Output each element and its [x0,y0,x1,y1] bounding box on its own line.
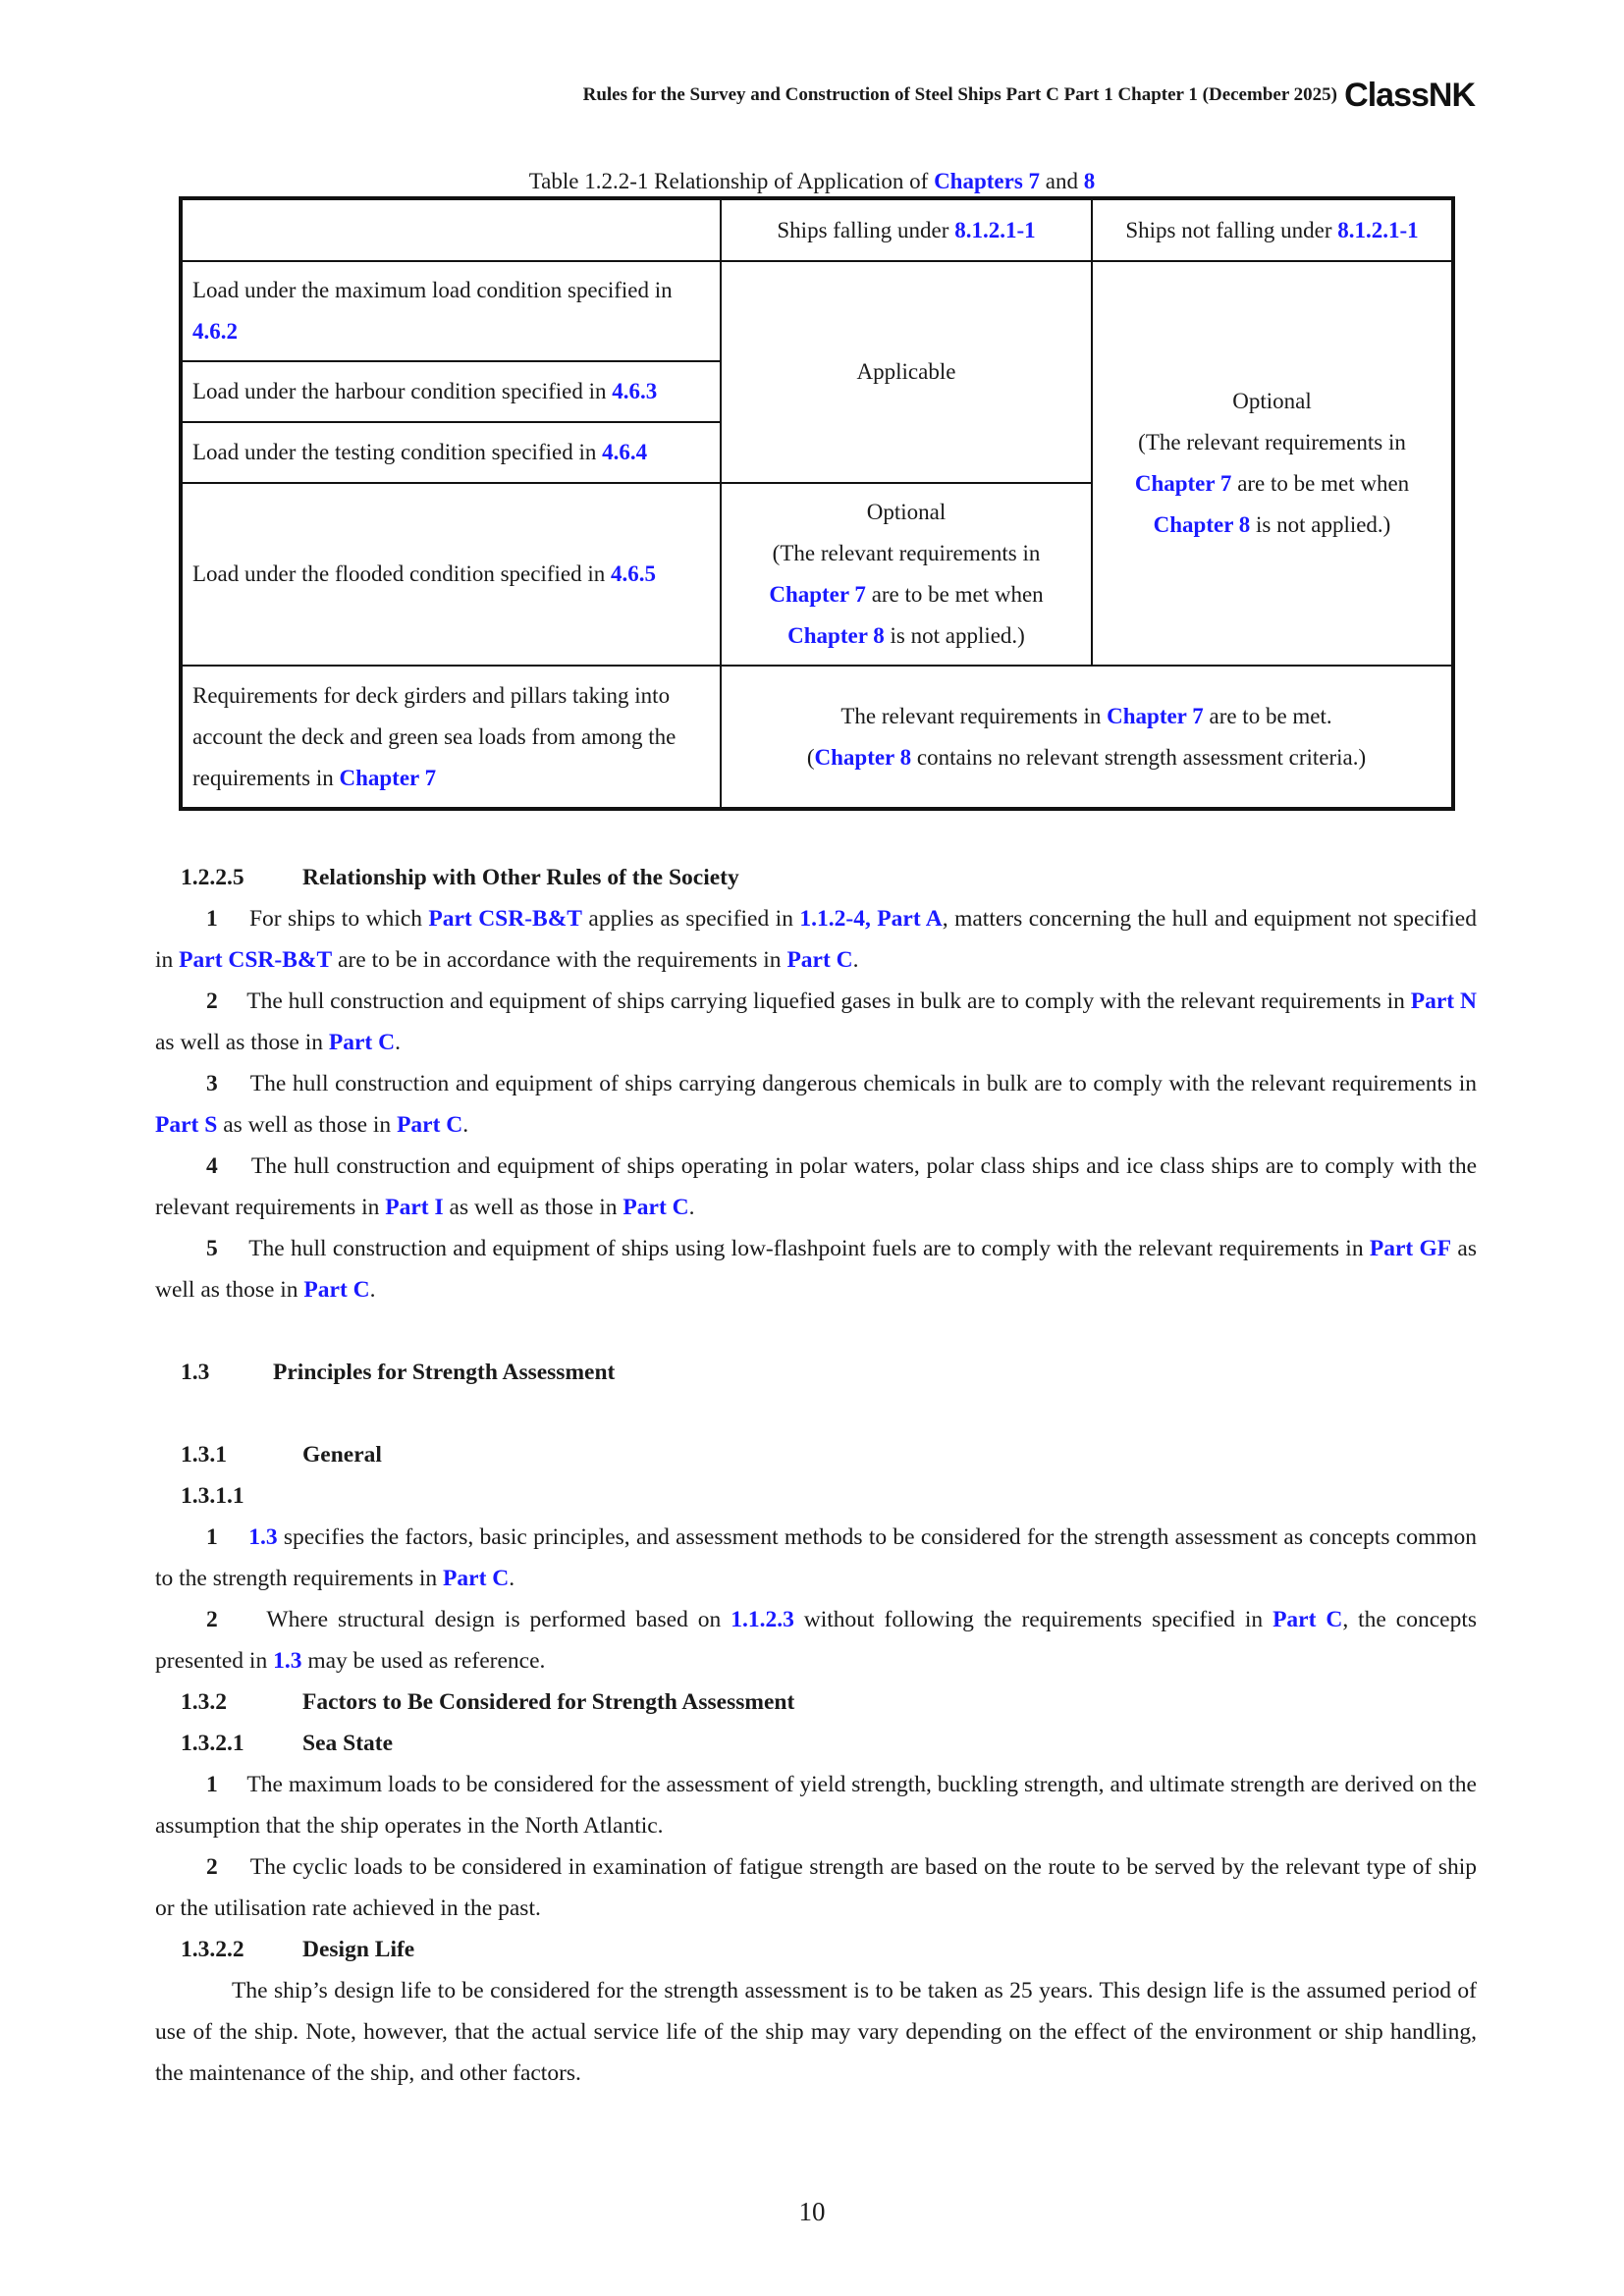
paragraph-text: The hull construction and equipment of ships operating in polar waters, polar class ships and ice class ships are to comply with the relevant requirements in [155,1153,1477,1220]
optional-label: Optional [866,500,947,524]
link-part-s[interactable]: Part S [155,1112,218,1138]
paragraph-text: . [462,1112,469,1138]
header-title: Rules for the Survey and Construction of Steel Ships Part C Part 1 Chapter 1 (December 2025) [582,84,1337,105]
link-part-c[interactable]: Part C [397,1112,463,1138]
paragraph-text: , matters concerning the hull and equipment not specified in [155,906,1477,973]
table-row [181,666,1453,809]
link-chapter-7[interactable]: Chapter 7 [1107,703,1204,728]
caption-text: Table 1.2.2-1 Relationship of Application of [528,169,935,193]
paragraph-2 [155,1846,1477,1929]
link-4-6-4[interactable]: 4.6.4 [602,440,648,464]
paragraph-number: 3 [206,1071,218,1096]
link-4-6-3[interactable]: 4.6.3 [612,379,658,403]
caption-and: and [1040,169,1084,193]
section-title: Principles for Strength Assessment [273,1360,616,1385]
classnk-logo: ClassNK [1344,77,1475,114]
link-chapter-8[interactable]: 8 [1083,169,1096,193]
paragraph-text: The cyclic loads to be considered in examination of fatigue strength are based on the route to be served by the relevant type of ship or the utilisation rate achieved in the past. [155,1854,1477,1921]
link-4-6-5[interactable]: 4.6.5 [611,561,657,586]
header-empty-cell [181,198,721,261]
paragraph-1 [155,1764,1477,1846]
link-part-n[interactable]: Part N [1410,988,1477,1014]
section-number: 1.3.2.2 [181,1937,244,1962]
paragraph-text: For ships to which [248,906,429,932]
optional-note: is not applied.) [1250,512,1391,537]
col-header-text: Ships falling under [777,217,955,242]
section-number: 1.3.2 [181,1689,227,1715]
paragraph-1 [155,1517,1477,1599]
link-chapters-7[interactable]: Chapters 7 [934,169,1041,193]
paragraph-2 [155,981,1477,1063]
paragraph-text: specifies the factors, basic principles, and assessment methods to be considered for the strength assessment as concepts common to the strength requirements in [155,1524,1478,1591]
link-part-csr-bt[interactable]: Part CSR-B&T [179,947,333,973]
application-table [179,196,1455,811]
paragraph-text: as well as those in [155,1236,1478,1303]
cell-text: The relevant requirements in [840,703,1108,728]
cell-optional-falling [721,483,1092,666]
link-8-1-2-1-1[interactable]: 8.1.2.1-1 [954,217,1036,242]
paragraph-design-life: The ship’s design life to be considered for the strength assessment is to be taken as 25 years. This design life is the assumed period of use of the ship. Note, however, that the actual service life of the ship may vary depending on the effect of the environment or ship handling, the maintenance of the ship, and other factors. [155,1978,1477,2086]
paragraph-1 [155,898,1477,981]
link-1-3[interactable]: 1.3 [273,1648,302,1674]
section-number: 1.2.2.5 [181,865,244,890]
section-number: 1.3.1 [181,1442,227,1468]
paragraph-text: Where structural design is performed based on [266,1607,731,1632]
paragraph-number: 1 [206,1524,218,1550]
page-number: 10 [798,2197,826,2226]
section-heading-1-3 [155,1352,1477,1393]
optional-note: are to be met when [1231,471,1410,496]
paragraph-5 [155,1228,1477,1310]
optional-note: (The relevant requirements in [772,541,1041,565]
link-1-1-2-4-part-a[interactable]: 1.1.2-4, Part A [799,906,943,932]
paragraph-text: The hull construction and equipment of ships using low-flashpoint fuels are to comply with the relevant requirements in [248,1236,1370,1261]
link-part-csr-bt[interactable]: Part CSR-B&T [428,906,582,932]
section-title: Relationship with Other Rules of the Society [302,865,739,890]
link-chapter-8[interactable]: Chapter 8 [1153,512,1251,537]
col-header-falling [721,198,1092,261]
link-8-1-2-1-1[interactable]: 8.1.2.1-1 [1337,217,1419,242]
paragraph-text: . [852,947,859,973]
paragraph-4 [155,1146,1477,1228]
paragraph-number: 1 [206,906,218,932]
section-title: Factors to Be Considered for Strength Assessment [302,1689,795,1715]
row-text: Load under the harbour condition specified in [192,379,613,403]
cell-text: ( [806,744,815,770]
link-part-i[interactable]: Part I [385,1195,444,1220]
link-chapter-8[interactable]: Chapter 8 [814,744,912,770]
optional-note: are to be met when [865,582,1044,607]
paragraph-text: as well as those in [155,1030,329,1055]
cell-text: contains no relevant strength assessment criteria.) [911,744,1367,770]
row-text: Load under the testing condition specified in [192,440,603,464]
cell-optional-not-falling [1092,261,1453,666]
link-chapter-7[interactable]: Chapter 7 [339,765,437,790]
paragraph-text: , the concepts presented in [155,1607,1477,1674]
paragraph-number: 2 [206,988,218,1014]
link-part-c[interactable]: Part C [1272,1607,1343,1632]
paragraph-text: without following the requirements specified in [793,1607,1273,1632]
link-4-6-2[interactable]: 4.6.2 [192,319,238,344]
link-part-c[interactable]: Part C [328,1030,396,1055]
paragraph-2 [155,1599,1477,1682]
section-title: Sea State [302,1731,394,1756]
link-part-gf[interactable]: Part GF [1369,1236,1452,1261]
section-heading-1-3-1-1 [155,1475,1477,1517]
link-chapter-8[interactable]: Chapter 8 [787,623,885,648]
link-1-3[interactable]: 1.3 [248,1524,278,1550]
cell-relevant-requirements [721,666,1453,809]
paragraph-text: The hull construction and equipment of ships carrying liquefied gases in bulk are to comply with the relevant requirements in [246,988,1411,1014]
paragraph-text: applies as specified in [581,906,800,932]
row-text: Load under the maximum load condition specified in [192,278,673,302]
col-header-not-falling [1092,198,1453,261]
page-header [491,77,1475,116]
section-heading-1-2-2-5 [155,857,1477,898]
col-header-text: Ships not falling under [1125,217,1338,242]
paragraph-number: 5 [206,1236,218,1261]
section-title: Design Life [302,1937,415,1962]
link-part-c[interactable]: Part C [303,1277,370,1303]
section-heading-1-3-2-2 [155,1929,1477,1970]
paragraph-text: . [688,1195,695,1220]
row-label-flooded [181,483,721,666]
paragraph-number: 4 [206,1153,218,1179]
cell-text: are to be met. [1203,703,1332,728]
section-heading-1-3-2-1 [155,1723,1477,1764]
paragraph-number: 1 [206,1772,218,1797]
paragraph-text: . [509,1566,515,1591]
table-caption [0,169,1624,194]
paragraph-text: . [395,1030,401,1055]
row-label-harbour [181,361,721,422]
row-text: Load under the flooded condition specified in [192,561,612,586]
link-part-c[interactable]: Part C [786,947,853,973]
optional-label: Optional [1232,389,1312,413]
paragraph-text: as well as those in [443,1195,623,1220]
paragraph-text: may be used as reference. [301,1648,546,1674]
row-label-deck-girders [181,666,721,809]
section-number: 1.3.1.1 [181,1483,244,1509]
paragraph-text: as well as those in [217,1112,398,1138]
link-chapter-7[interactable]: Chapter 7 [769,582,866,607]
section-heading-1-3-2 [155,1682,1477,1723]
section-heading-1-3-1 [155,1434,1477,1475]
table-row [181,261,1453,361]
paragraph-number: 2 [206,1607,218,1632]
body-text [155,857,1477,2094]
paragraph-text: The maximum loads to be considered for the assessment of yield strength, buckling strength, and ultimate strength are derived on the assumption that the ship operates in the North Atlantic. [155,1772,1477,1839]
section-number: 1.3.2.1 [181,1731,244,1756]
row-text: Requirements for deck girders and pillars taking into account the deck and green sea loads from among the requirements in [192,682,677,790]
link-part-c[interactable]: Part C [443,1566,510,1591]
paragraph-text: are to be in accordance with the requirements in [332,947,787,973]
optional-note: (The relevant requirements in [1138,430,1406,454]
section-number: 1.3 [181,1360,210,1385]
cell-applicable: Applicable [721,261,1092,483]
link-1-1-2-3[interactable]: 1.1.2.3 [731,1607,794,1632]
link-part-c[interactable]: Part C [623,1195,689,1220]
optional-note: is not applied.) [884,623,1025,648]
paragraph-text: The hull construction and equipment of ships carrying dangerous chemicals in bulk are to comply with the relevant requirements in [249,1071,1478,1096]
paragraph-number: 2 [206,1854,218,1880]
row-label-testing [181,422,721,483]
section-title: General [302,1442,382,1468]
link-chapter-7[interactable]: Chapter 7 [1134,471,1232,496]
row-label-max-load [181,261,721,361]
table-header-row [181,198,1453,261]
paragraph-text: . [369,1277,376,1303]
paragraph-3 [155,1063,1477,1146]
